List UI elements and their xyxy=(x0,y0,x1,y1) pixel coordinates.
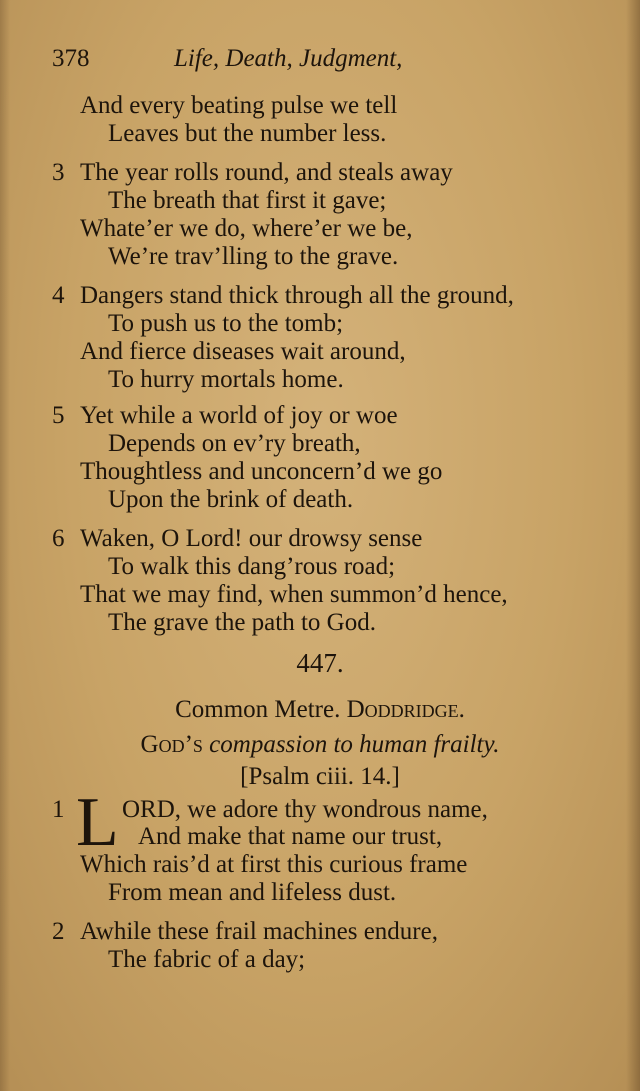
stanza-number: 1 xyxy=(52,796,65,823)
subject-prefix: God’s xyxy=(140,731,203,758)
meter-line xyxy=(0,695,640,725)
stanza-number: 5 xyxy=(52,402,65,429)
verse-line: From mean and lifeless dust. xyxy=(108,879,397,906)
subject-line xyxy=(0,730,640,760)
verse-line: And make that name our trust, xyxy=(138,823,443,850)
subject: compassion to human frailty. xyxy=(209,731,500,758)
meter: Common Metre. xyxy=(175,696,341,723)
page-edge-shadow-right xyxy=(626,0,640,1091)
verse-line: We’re trav’lling to the grave. xyxy=(108,243,399,270)
drop-cap: L xyxy=(76,784,119,861)
stanza-number: 3 xyxy=(52,159,65,186)
verse-line: Awhile these frail machines endure, xyxy=(80,918,438,945)
verse-line: Upon the brink of death. xyxy=(108,486,354,513)
stanza-number: 6 xyxy=(52,525,65,552)
verse-line: Yet while a world of joy or woe xyxy=(80,402,398,429)
author: Doddridge. xyxy=(346,696,465,723)
verse-line: Leaves but the number less. xyxy=(108,120,387,147)
stanza-number: 2 xyxy=(52,918,65,945)
verse-line: And every beating pulse we tell xyxy=(80,92,398,119)
verse-line: To hurry mortals home. xyxy=(108,366,344,393)
verse-line: To push us to the tomb; xyxy=(108,310,344,337)
verse-line: Dangers stand thick through all the ground, xyxy=(80,282,514,309)
verse-line: The grave the path to God. xyxy=(108,609,376,636)
verse-line: The year rolls round, and steals away xyxy=(80,159,453,186)
verse-line: To walk this dang’rous road; xyxy=(108,553,396,580)
verse-line: Waken, O Lord! our drowsy sense xyxy=(80,525,423,552)
verse-line: That we may find, when summon’d hence, xyxy=(80,581,508,608)
verse-line: Which rais’d at first this curious frame xyxy=(80,851,468,878)
verse-line: And fierce diseases wait around, xyxy=(80,338,406,365)
running-header-title: Life, Death, Judgment, xyxy=(174,45,403,72)
verse-line: Thoughtless and unconcern’d we go xyxy=(80,458,443,485)
verse-line: The fabric of a day; xyxy=(108,946,306,973)
verse-line: Depends on ev’ry breath, xyxy=(108,430,361,457)
page-number: 378 xyxy=(52,45,90,72)
scripture-reference: [Psalm ciii. 14.] xyxy=(240,763,400,790)
verse-line: Whate’er we do, where’er we be, xyxy=(80,215,413,242)
verse-line: The breath that first it gave; xyxy=(108,187,387,214)
page-edge-shadow-left xyxy=(0,0,10,1091)
verse-line: ORD, we adore thy wondrous name, xyxy=(122,796,488,823)
stanza-number: 4 xyxy=(52,282,65,309)
hymn-number: 447. xyxy=(296,648,344,678)
